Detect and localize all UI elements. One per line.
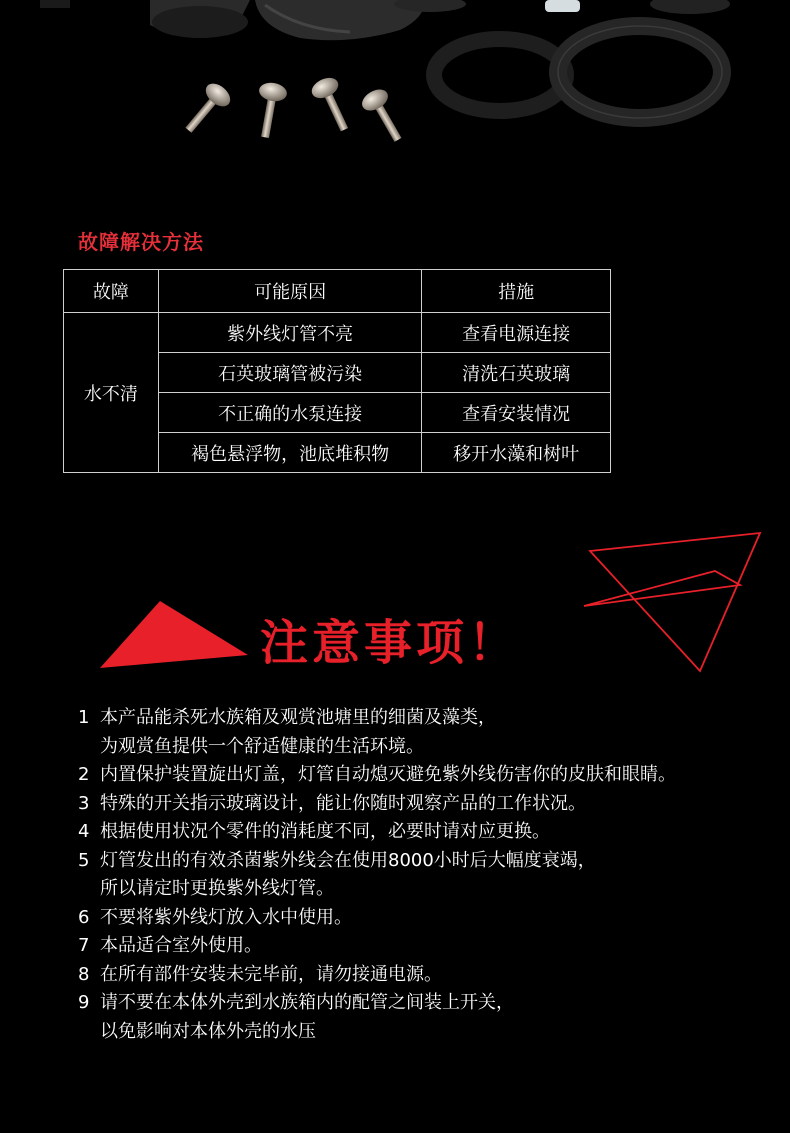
note-number: 8 bbox=[78, 963, 90, 985]
fault-cell: 水不清 bbox=[64, 313, 159, 473]
note-text: 特殊的开关指示玻璃设计，能让你随时观察产品的工作状况。 bbox=[100, 792, 586, 814]
note-number: 5 bbox=[78, 849, 90, 871]
list-item bbox=[78, 904, 676, 933]
header-cause: 可能原因 bbox=[158, 270, 422, 313]
cause-cell: 紫外线灯管不亮 bbox=[158, 313, 422, 353]
note-number: 4 bbox=[78, 821, 90, 842]
action-cell: 查看电源连接 bbox=[422, 313, 611, 353]
action-cell: 清洗石英玻璃 bbox=[422, 353, 611, 393]
list-item bbox=[78, 847, 676, 904]
note-number: 9 bbox=[78, 992, 90, 1013]
action-cell: 查看安装情况 bbox=[422, 393, 611, 433]
table-row bbox=[64, 313, 611, 353]
troubleshooting-table bbox=[63, 269, 611, 473]
header-action: 措施 bbox=[422, 270, 611, 313]
notice-title: 注意事项！ bbox=[260, 615, 521, 671]
list-item bbox=[78, 961, 676, 990]
note-text: 内置保护装置旋出灯盖，灯管自动熄灭避免紫外线伤害你的皮肤和眼睛。 bbox=[100, 764, 676, 785]
list-item bbox=[78, 790, 676, 819]
list-item bbox=[78, 989, 676, 1046]
note-text: 灯管发出的有效杀菌紫外线会在使用8000小时后大幅度衰竭， bbox=[100, 849, 596, 871]
note-text: 本产品能杀死水族箱及观赏池塘里的细菌及藻类， bbox=[100, 707, 496, 728]
list-item bbox=[78, 761, 676, 790]
red-triangle-filled bbox=[100, 601, 248, 668]
note-text: 在所有部件安装未完毕前，请勿接通电源。 bbox=[100, 963, 442, 985]
note-number: 6 bbox=[78, 906, 90, 928]
list-item bbox=[78, 932, 676, 961]
cause-cell: 褐色悬浮物，池底堆积物 bbox=[158, 433, 422, 473]
action-cell: 移开水藻和树叶 bbox=[422, 433, 611, 473]
note-text: 不要将紫外线灯放入水中使用。 bbox=[100, 906, 352, 928]
header-fault: 故障 bbox=[64, 270, 159, 313]
list-item bbox=[78, 704, 676, 761]
red-triangle-outline-small bbox=[584, 571, 740, 606]
troubleshooting-title: 故障解决方法 bbox=[78, 230, 204, 254]
note-text: 本品适合室外使用。 bbox=[100, 935, 262, 956]
list-item bbox=[78, 818, 676, 847]
cause-cell: 石英玻璃管被污染 bbox=[158, 353, 422, 393]
table-header-row bbox=[64, 270, 611, 313]
notes-list bbox=[78, 704, 676, 1046]
note-text: 请不要在本体外壳到水族箱内的配管之间装上开关， bbox=[100, 992, 514, 1013]
note-number: 1 bbox=[78, 707, 90, 728]
note-number: 2 bbox=[78, 764, 90, 785]
product-parts-photo bbox=[0, 0, 790, 175]
note-number: 7 bbox=[78, 935, 90, 956]
note-number: 3 bbox=[78, 792, 90, 814]
cause-cell: 不正确的水泵连接 bbox=[158, 393, 422, 433]
note-text: 为观赏鱼提供一个舒适健康的生活环境。 bbox=[100, 735, 424, 757]
note-text: 以免影响对本体外壳的水压 bbox=[100, 1020, 316, 1042]
note-text: 所以请定时更换紫外线灯管。 bbox=[100, 878, 334, 899]
note-text: 根据使用状况个零件的消耗度不同，必要时请对应更换。 bbox=[100, 821, 550, 842]
